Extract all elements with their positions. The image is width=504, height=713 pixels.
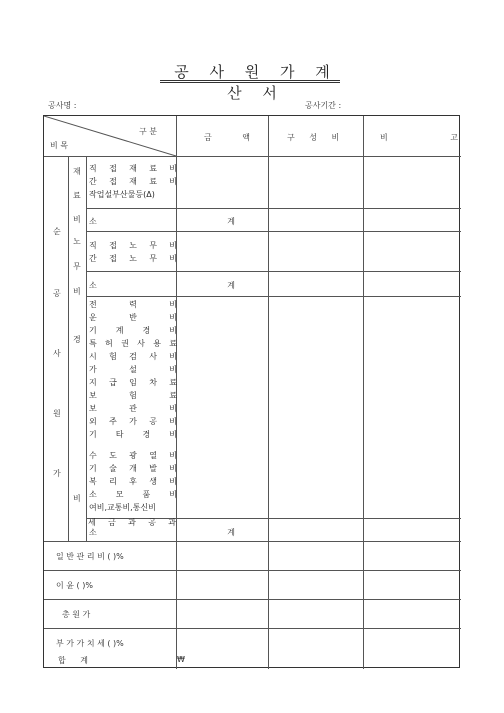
expense-subtotal: 소 계 [89,528,299,537]
document-title: 공 사 원 가 계 산 서 [174,63,338,102]
overhead-row-label: 일 반 관 리 비 ( )% [56,552,124,561]
vat-row-label: 부 가 가 치 세 ( )% [56,639,124,648]
expense-item: 세 금 과 공 과 [88,518,176,527]
label-net-2: 공 [53,289,61,298]
header-cost-item: 비 목 [50,141,68,150]
label-material-1: 재 [73,167,81,176]
material-item: 직 접 재 료 비 [89,164,177,173]
header-amount: 금 액 [204,133,264,142]
labor-item: 간 접 노 무 비 [89,254,177,263]
expense-item: 수 도 광 열 비 [89,451,177,460]
header-ratio: 구 성 비 [287,133,346,142]
label-material-3: 비 [73,215,81,224]
header-bottom-line [44,156,461,157]
expense-item: 시 험 검 사 비 [89,352,177,361]
expense-item: 보 험 료 [89,391,177,400]
label-net-5: 가 [53,469,61,478]
expense-item: 가 설 비 [89,365,177,374]
label-expense-2: 비 [73,494,81,503]
header-remarks: 비 고 [380,133,488,142]
currency-symbol: ₩ [177,655,185,664]
label-labor-3: 비 [73,287,81,296]
label-labor-2: 무 [73,262,81,271]
expense-item: 특 허 권 사 용 료 [89,339,177,348]
expense-item: 복 리 후 생 비 [89,477,177,486]
expense-item: 외 주 가 공 비 [89,417,177,426]
label-net-1: 순 [53,227,61,236]
labor-subtotal: 소 계 [89,281,299,290]
label-net-4: 원 [53,409,61,418]
material-item: 간 접 재 료 비 [89,177,177,186]
project-name-label: 공사명 : [48,101,77,110]
expense-item: 소 모 품 비 [89,490,177,499]
material-item: 작업설부산물등(Δ) [89,190,155,199]
label-labor-1: 노 [73,237,81,246]
cost-table [43,115,488,668]
total-cost-row-label: 총 원 가 [62,610,91,619]
label-net-3: 사 [53,349,61,358]
label-material-2: 료 [73,191,81,200]
expense-item: 전 력 비 [89,300,177,309]
grand-total-row-label: 합 계 [58,656,94,665]
expense-item: 기 타 경 비 [89,430,177,439]
labor-item: 직 접 노 무 비 [89,241,177,250]
expense-item: 보 관 비 [89,404,177,413]
expense-item: 기 계 경 비 [89,326,177,335]
title-underline [160,80,340,83]
expense-item: 지 급 임 차 료 [89,378,177,387]
expense-item: 운 반 비 [89,313,177,322]
expense-item: 여비,교통비,통신비 [89,503,156,512]
profit-row-label: 이 윤 ( )% [56,581,93,590]
label-expense-1: 경 [73,335,81,344]
header-division: 구 분 [139,127,157,136]
expense-item: 기 술 개 발 비 [89,464,177,473]
material-subtotal: 소 계 [89,217,299,226]
period-label: 공사기간 : [305,101,342,110]
